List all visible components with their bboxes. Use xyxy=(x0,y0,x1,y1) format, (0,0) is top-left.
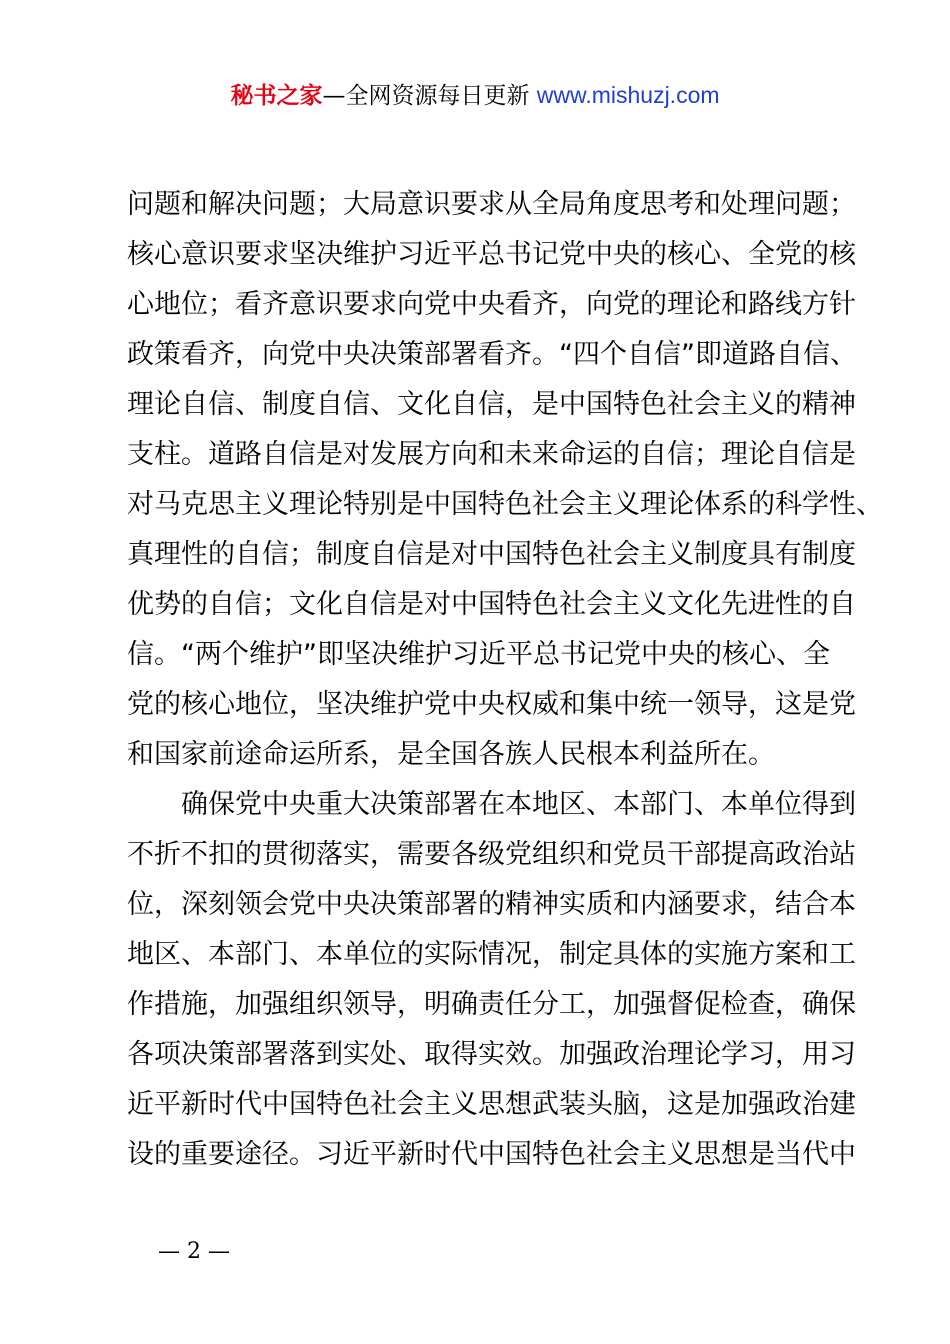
site-header xyxy=(0,78,950,113)
site-url-link[interactable]: www.mishuzj.com xyxy=(536,82,720,108)
text-line: 核心意识要求坚决维护习近平总书记党中央的核心、全党的核 xyxy=(127,239,856,270)
text-line: 心地位；看齐意识要求向党中央看齐，向党的理论和路线方针 xyxy=(127,289,856,320)
text-line: 优势的自信；文化自信是对中国特色社会主义文化先进性的自 xyxy=(127,589,856,620)
text-line: 政策看齐，向党中央决策部署看齐。“四个自信”即道路自信、 xyxy=(127,339,857,370)
text-line: 近平新时代中国特色社会主义思想武装头脑，这是加强政治建 xyxy=(127,1089,856,1120)
text-line: 党的核心地位，坚决维护党中央权威和集中统一领导，这是党 xyxy=(127,689,856,720)
text-line: 问题和解决问题；大局意识要求从全局角度思考和处理问题； xyxy=(127,189,856,220)
text-line: 对马克思主义理论特别是中国特色社会主义理论体系的科学性、 xyxy=(127,489,883,520)
site-tagline: —全网资源每日更新 xyxy=(322,83,530,109)
text-line: 设的重要途径。习近平新时代中国特色社会主义思想是当代中 xyxy=(127,1139,856,1170)
paragraph-first-line: 确保党中央重大决策部署在本地区、本部门、本单位得到 xyxy=(181,789,856,820)
text-line: 位，深刻领会党中央决策部署的精神实质和内涵要求，结合本 xyxy=(127,889,856,920)
text-line: 地区、本部门、本单位的实际情况，制定具体的实施方案和工 xyxy=(127,939,856,970)
page-number: — 2 — xyxy=(158,1239,230,1264)
text-line: 支柱。道路自信是对发展方向和未来命运的自信；理论自信是 xyxy=(127,439,856,470)
text-line: 信。“两个维护”即坚决维护习近平总书记党中央的核心、全 xyxy=(127,639,830,670)
text-line: 真理性的自信；制度自信是对中国特色社会主义制度具有制度 xyxy=(127,539,856,570)
text-line: 各项决策部署落到实处、取得实效。加强政治理论学习，用习 xyxy=(127,1039,856,1070)
text-line: 不折不扣的贯彻落实，需要各级党组织和党员干部提高政治站 xyxy=(127,839,856,870)
text-line: 和国家前途命运所系，是全国各族人民根本利益所在。 xyxy=(127,739,775,770)
site-brand: 秘书之家 xyxy=(230,83,323,109)
text-line: 作措施，加强组织领导，明确责任分工，加强督促检查，确保 xyxy=(127,989,856,1020)
text-line: 理论自信、制度自信、文化自信，是中国特色社会主义的精神 xyxy=(127,389,856,420)
document-body xyxy=(127,180,883,1180)
